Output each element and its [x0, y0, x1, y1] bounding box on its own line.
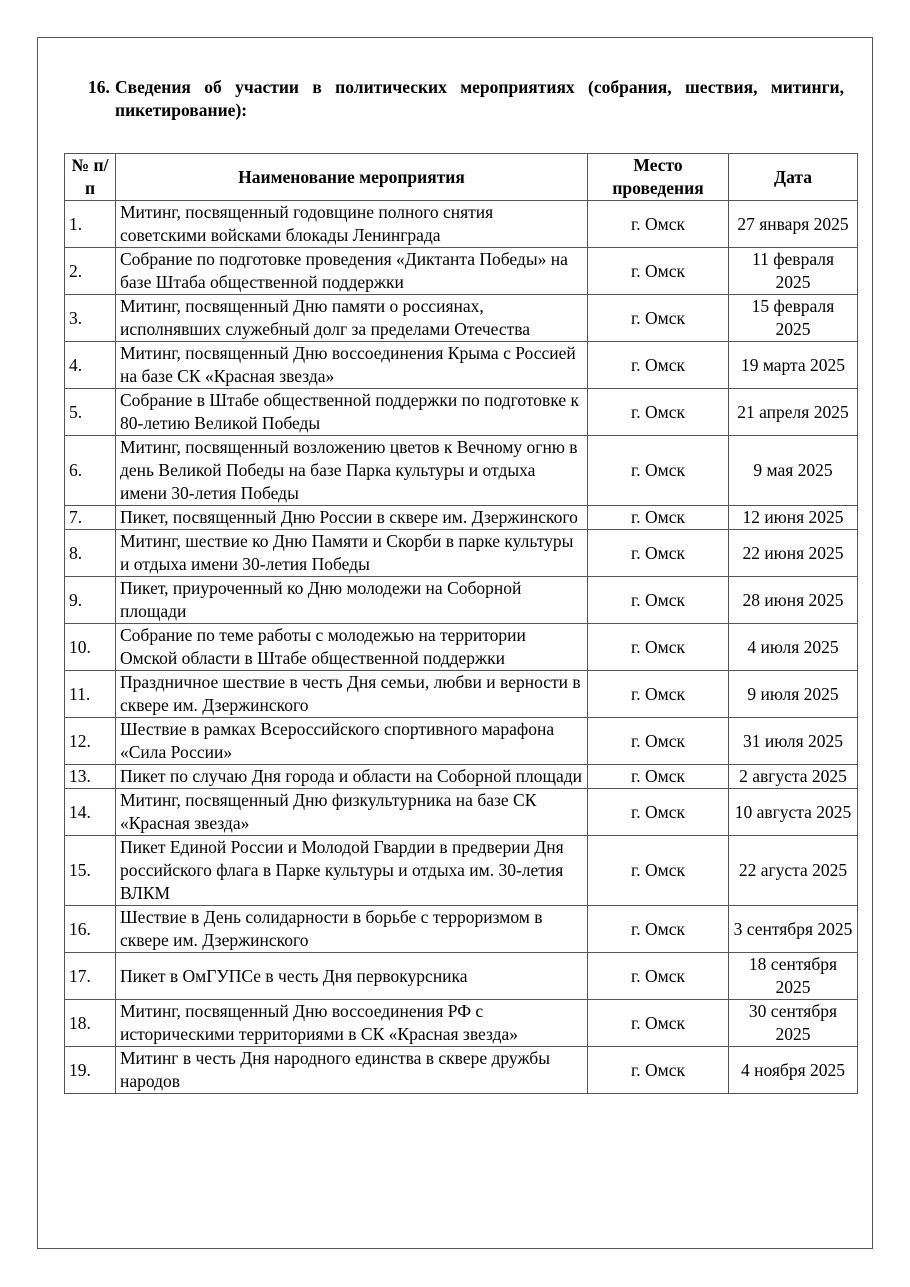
event-name: Митинг, посвященный возложению цветов к Вечному огню в день Великой Победы на базе Парка культуры и отдыха имени 30-летия Победы [116, 436, 588, 506]
event-name: Пикет по случаю Дня города и области на Соборной площади [116, 765, 588, 789]
event-place: г. Омск [588, 789, 729, 836]
row-number: 2. [65, 248, 116, 295]
event-name: Собрание по подготовке проведения «Диктанта Победы» на базе Штаба общественной поддержки [116, 248, 588, 295]
row-number: 4. [65, 342, 116, 389]
event-name: Митинг, посвященный Дню памяти о россиянах, исполнявших служебный долг за пределами Отечества [116, 295, 588, 342]
table-row [65, 1047, 858, 1094]
event-name: Праздничное шествие в честь Дня семьи, любви и верности в сквере им. Дзержинского [116, 671, 588, 718]
event-place: г. Омск [588, 718, 729, 765]
event-place: г. Омск [588, 836, 729, 906]
row-number: 6. [65, 436, 116, 506]
event-place: г. Омск [588, 248, 729, 295]
event-date: 9 июля 2025 [729, 671, 858, 718]
table-row [65, 1000, 858, 1047]
row-number: 1. [65, 201, 116, 248]
event-place: г. Омск [588, 953, 729, 1000]
event-place: г. Омск [588, 1000, 729, 1047]
event-place: г. Омск [588, 906, 729, 953]
header-place: Место проведения [588, 154, 729, 201]
table-row [65, 671, 858, 718]
table-row [65, 906, 858, 953]
row-number: 8. [65, 530, 116, 577]
events-table [64, 153, 858, 1094]
event-date: 18 сентября 2025 [729, 953, 858, 1000]
table-row [65, 530, 858, 577]
header-date: Дата [729, 154, 858, 201]
event-name: Пикет, посвященный Дню России в сквере им. Дзержинского [116, 506, 588, 530]
table-row [65, 789, 858, 836]
row-number: 17. [65, 953, 116, 1000]
event-date: 4 июля 2025 [729, 624, 858, 671]
event-name: Пикет в ОмГУПСе в честь Дня первокурсника [116, 953, 588, 1000]
table-row [65, 836, 858, 906]
event-date: 10 августа 2025 [729, 789, 858, 836]
event-place: г. Омск [588, 342, 729, 389]
table-row [65, 295, 858, 342]
section-heading [88, 76, 844, 122]
event-date: 28 июня 2025 [729, 577, 858, 624]
event-place: г. Омск [588, 201, 729, 248]
row-number: 13. [65, 765, 116, 789]
row-number: 10. [65, 624, 116, 671]
event-name: Собрание в Штабе общественной поддержки по подготовке к 80-летию Великой Победы [116, 389, 588, 436]
row-number: 18. [65, 1000, 116, 1047]
table-row [65, 342, 858, 389]
table-row [65, 718, 858, 765]
row-number: 16. [65, 906, 116, 953]
table-row [65, 953, 858, 1000]
event-name: Митинг, шествие ко Дню Памяти и Скорби в парке культуры и отдыха имени 30-летия Победы [116, 530, 588, 577]
event-name: Митинг, посвященный Дню воссоединения Крыма с Россией на базе СК «Красная звезда» [116, 342, 588, 389]
row-number: 12. [65, 718, 116, 765]
table-row [65, 248, 858, 295]
event-name: Шествие в День солидарности в борьбе с терроризмом в сквере им. Дзержинского [116, 906, 588, 953]
table-row [65, 506, 858, 530]
event-date: 19 марта 2025 [729, 342, 858, 389]
event-date: 15 февраля 2025 [729, 295, 858, 342]
row-number: 14. [65, 789, 116, 836]
event-name: Шествие в рамках Всероссийского спортивного марафона «Сила России» [116, 718, 588, 765]
table-header-row [65, 154, 858, 201]
event-name: Митинг, посвященный Дню воссоединения РФ с историческими территориями в СК «Красная звезда» [116, 1000, 588, 1047]
row-number: 9. [65, 577, 116, 624]
event-name: Собрание по теме работы с молодежью на территории Омской области в Штабе общественной поддержки [116, 624, 588, 671]
event-date: 22 июня 2025 [729, 530, 858, 577]
row-number: 5. [65, 389, 116, 436]
event-place: г. Омск [588, 506, 729, 530]
event-date: 11 февраля 2025 [729, 248, 858, 295]
event-place: г. Омск [588, 624, 729, 671]
event-date: 4 ноября 2025 [729, 1047, 858, 1094]
event-date: 27 января 2025 [729, 201, 858, 248]
event-date: 3 сентября 2025 [729, 906, 858, 953]
event-place: г. Омск [588, 577, 729, 624]
event-place: г. Омск [588, 389, 729, 436]
event-place: г. Омск [588, 765, 729, 789]
table-row [65, 436, 858, 506]
section-title: Сведения об участии в политических мероприятиях (собрания, шествия, митинги, пикетирование): [115, 77, 844, 120]
event-name: Митинг в честь Дня народного единства в сквере дружбы народов [116, 1047, 588, 1094]
event-date: 9 мая 2025 [729, 436, 858, 506]
event-date: 2 августа 2025 [729, 765, 858, 789]
event-date: 22 агуста 2025 [729, 836, 858, 906]
event-name: Митинг, посвященный годовщине полного снятия советскими войсками блокады Ленинграда [116, 201, 588, 248]
table-row [65, 201, 858, 248]
event-place: г. Омск [588, 295, 729, 342]
table-row [65, 624, 858, 671]
table-row [65, 765, 858, 789]
row-number: 19. [65, 1047, 116, 1094]
section-number: 16. [88, 77, 110, 97]
row-number: 15. [65, 836, 116, 906]
table-row [65, 389, 858, 436]
event-name: Пикет, приуроченный ко Дню молодежи на Соборной площади [116, 577, 588, 624]
header-name: Наименование мероприятия [116, 154, 588, 201]
event-name: Пикет Единой России и Молодой Гвардии в предверии Дня российского флага в Парке культуры и отдыха им. 30-летия ВЛКМ [116, 836, 588, 906]
row-number: 11. [65, 671, 116, 718]
event-name: Митинг, посвященный Дню физкультурника на базе СК «Красная звезда» [116, 789, 588, 836]
event-place: г. Омск [588, 1047, 729, 1094]
event-place: г. Омск [588, 436, 729, 506]
row-number: 3. [65, 295, 116, 342]
event-place: г. Омск [588, 671, 729, 718]
header-num: № п/п [65, 154, 116, 201]
event-date: 31 июля 2025 [729, 718, 858, 765]
event-place: г. Омск [588, 530, 729, 577]
event-date: 30 сентября 2025 [729, 1000, 858, 1047]
row-number: 7. [65, 506, 116, 530]
table-row [65, 577, 858, 624]
event-date: 12 июня 2025 [729, 506, 858, 530]
event-date: 21 апреля 2025 [729, 389, 858, 436]
